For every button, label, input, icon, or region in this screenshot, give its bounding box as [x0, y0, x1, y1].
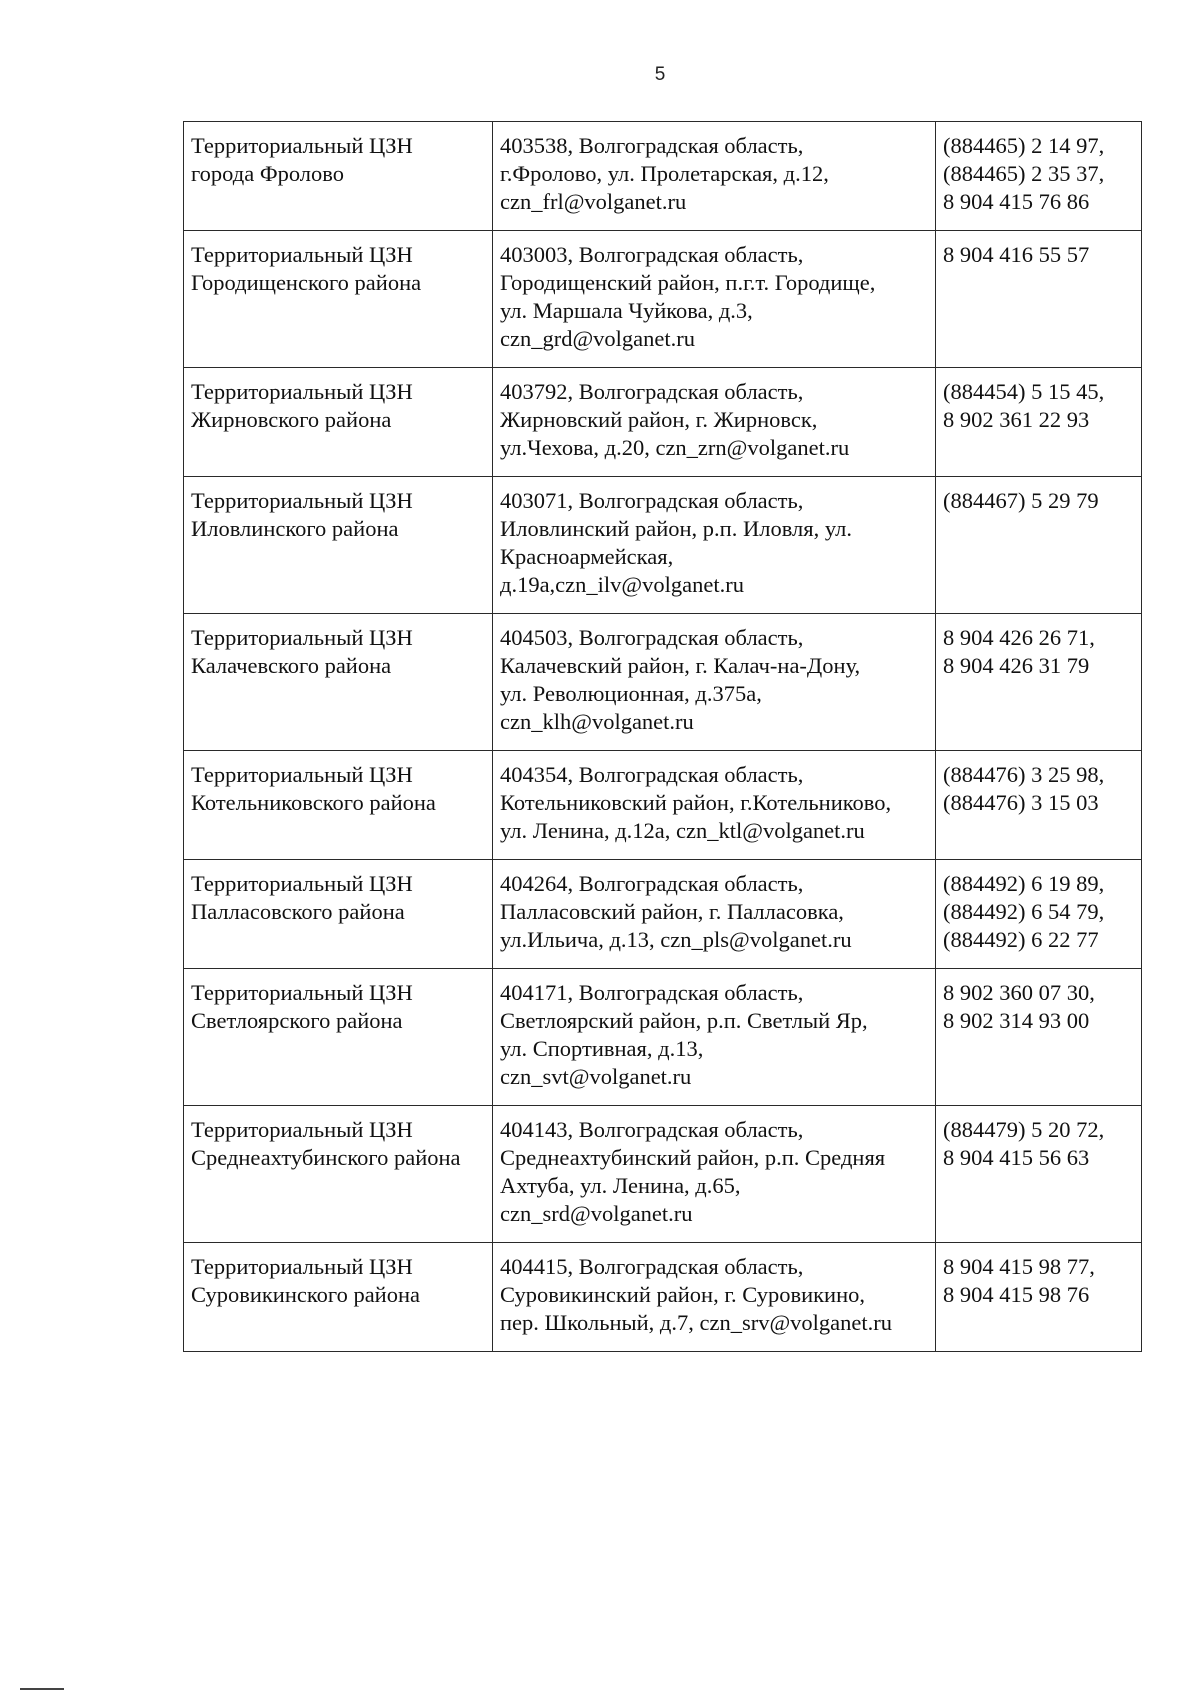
center-name-cell [184, 477, 493, 614]
address-line: Жирновский район, г. Жирновск, [500, 407, 818, 432]
center-name-line: Территориальный ЦЗН [191, 1254, 413, 1279]
address-cell [493, 1106, 936, 1243]
center-name-line: Территориальный ЦЗН [191, 625, 413, 650]
address-line: Светлоярский район, р.п. Светлый Яр, [500, 1008, 868, 1033]
center-name-line: Территориальный ЦЗН [191, 1117, 413, 1142]
address-line: ул.Ильича, д.13, czn_pls@volganet.ru [500, 927, 852, 952]
phone-cell [936, 860, 1142, 969]
address-line: ул.Чехова, д.20, czn_zrn@volganet.ru [500, 435, 850, 460]
center-name-line: Иловлинского района [191, 516, 399, 541]
address-line: 404264, Волгоградская область, [500, 871, 804, 896]
phone-line: 8 904 426 26 71, [943, 625, 1095, 650]
address-line: 404354, Волгоградская область, [500, 762, 804, 787]
center-name-line: Городищенского района [191, 270, 422, 295]
table-row [184, 751, 1142, 860]
address-line: Котельниковский район, г.Котельниково, [500, 790, 892, 815]
phone-line: 8 902 360 07 30, [943, 980, 1095, 1005]
phone-line: (884476) 3 25 98, [943, 762, 1105, 787]
phone-line: (884492) 6 22 77 [943, 927, 1099, 952]
address-line: д.19а,czn_ilv@volganet.ru [500, 572, 744, 597]
address-line: Калачевский район, г. Калач-на-Дону, [500, 653, 861, 678]
center-name-cell [184, 969, 493, 1106]
center-name-line: Территориальный ЦЗН [191, 488, 413, 513]
email-line: czn_srd@volganet.ru [500, 1201, 693, 1226]
center-name-line: Территориальный ЦЗН [191, 871, 413, 896]
address-line: ул. Маршала Чуйкова, д.3, [500, 298, 753, 323]
center-name-cell [184, 1106, 493, 1243]
phone-line: (884479) 5 20 72, [943, 1117, 1105, 1142]
contacts-table [183, 121, 1142, 1352]
center-name-cell [184, 368, 493, 477]
address-line: ул. Революционная, д.375а, [500, 681, 762, 706]
phone-line: 8 904 415 98 77, [943, 1254, 1095, 1279]
table-row [184, 1106, 1142, 1243]
address-line: г.Фролово, ул. Пролетарская, д.12, [500, 161, 829, 186]
phone-cell [936, 231, 1142, 368]
address-line: 404171, Волгоградская область, [500, 980, 804, 1005]
address-line: Красноармейская, [500, 544, 674, 569]
table-row [184, 477, 1142, 614]
center-name-line: Территориальный ЦЗН [191, 379, 413, 404]
address-cell [493, 969, 936, 1106]
address-line: ул. Ленина, д.12а, czn_ktl@volganet.ru [500, 818, 865, 843]
address-cell [493, 368, 936, 477]
address-line: 404143, Волгоградская область, [500, 1117, 804, 1142]
center-name-line: Среднеахтубинского района [191, 1145, 461, 1170]
address-cell [493, 122, 936, 231]
phone-cell [936, 122, 1142, 231]
phone-line: (884492) 6 54 79, [943, 899, 1105, 924]
center-name-line: Территориальный ЦЗН [191, 133, 413, 158]
center-name-line: Калачевского района [191, 653, 392, 678]
address-cell [493, 614, 936, 751]
email-line: czn_klh@volganet.ru [500, 709, 694, 734]
center-name-line: Жирновского района [191, 407, 392, 432]
email-line: czn_svt@volganet.ru [500, 1064, 692, 1089]
phone-cell [936, 368, 1142, 477]
phone-line: 8 904 416 55 57 [943, 242, 1090, 267]
center-name-line: Котельниковского района [191, 790, 436, 815]
phone-cell [936, 969, 1142, 1106]
phone-line: 8 902 361 22 93 [943, 407, 1090, 432]
address-line: Суровикинский район, г. Суровикино, [500, 1282, 866, 1307]
phone-line: 8 904 415 98 76 [943, 1282, 1090, 1307]
address-line: Городищенский район, п.г.т. Городище, [500, 270, 876, 295]
address-line: 403792, Волгоградская область, [500, 379, 804, 404]
center-name-cell [184, 122, 493, 231]
center-name-line: города Фролово [191, 161, 345, 186]
phone-line: (884492) 6 19 89, [943, 871, 1105, 896]
center-name-line: Суровикинского района [191, 1282, 420, 1307]
phone-line: 8 904 426 31 79 [943, 653, 1090, 678]
scan-edge-mark [20, 1688, 64, 1690]
center-name-cell [184, 614, 493, 751]
phone-cell [936, 477, 1142, 614]
page-number: 5 [654, 64, 666, 85]
center-name-cell [184, 1243, 493, 1352]
phone-line: 8 904 415 76 86 [943, 189, 1090, 214]
phone-line: 8 904 415 56 63 [943, 1145, 1090, 1170]
address-cell [493, 231, 936, 368]
phone-line: (884454) 5 15 45, [943, 379, 1105, 404]
center-name-cell [184, 751, 493, 860]
table-row [184, 1243, 1142, 1352]
email-line: czn_frl@volganet.ru [500, 189, 687, 214]
email-line: czn_grd@volganet.ru [500, 326, 696, 351]
table-row [184, 231, 1142, 368]
address-line: 403071, Волгоградская область, [500, 488, 804, 513]
center-name-line: Палласовского района [191, 899, 405, 924]
phone-line: 8 902 314 93 00 [943, 1008, 1090, 1033]
address-line: Ахтуба, ул. Ленина, д.65, [500, 1173, 741, 1198]
address-cell [493, 477, 936, 614]
phone-line: (884476) 3 15 03 [943, 790, 1099, 815]
address-line: пер. Школьный, д.7, czn_srv@volganet.ru [500, 1310, 893, 1335]
phone-cell [936, 751, 1142, 860]
center-name-cell [184, 860, 493, 969]
table-row [184, 860, 1142, 969]
phone-line: (884467) 5 29 79 [943, 488, 1099, 513]
address-line: 404503, Волгоградская область, [500, 625, 804, 650]
address-cell [493, 860, 936, 969]
address-line: Среднеахтубинский район, р.п. Средняя [500, 1145, 886, 1170]
center-name-line: Светлоярского района [191, 1008, 403, 1033]
address-line: 403538, Волгоградская область, [500, 133, 804, 158]
phone-cell [936, 1106, 1142, 1243]
center-name-line: Территориальный ЦЗН [191, 762, 413, 787]
table-row [184, 368, 1142, 477]
phone-line: (884465) 2 35 37, [943, 161, 1105, 186]
address-line: 403003, Волгоградская область, [500, 242, 804, 267]
table-row [184, 969, 1142, 1106]
table-row [184, 614, 1142, 751]
phone-cell [936, 1243, 1142, 1352]
address-line: ул. Спортивная, д.13, [500, 1036, 704, 1061]
address-line: Иловлинский район, р.п. Иловля, ул. [500, 516, 852, 541]
address-line: 404415, Волгоградская область, [500, 1254, 804, 1279]
phone-line: (884465) 2 14 97, [943, 133, 1105, 158]
address-cell [493, 1243, 936, 1352]
center-name-line: Территориальный ЦЗН [191, 242, 413, 267]
center-name-line: Территориальный ЦЗН [191, 980, 413, 1005]
address-line: Палласовский район, г. Палласовка, [500, 899, 844, 924]
phone-cell [936, 614, 1142, 751]
center-name-cell [184, 231, 493, 368]
table-row [184, 122, 1142, 231]
address-cell [493, 751, 936, 860]
